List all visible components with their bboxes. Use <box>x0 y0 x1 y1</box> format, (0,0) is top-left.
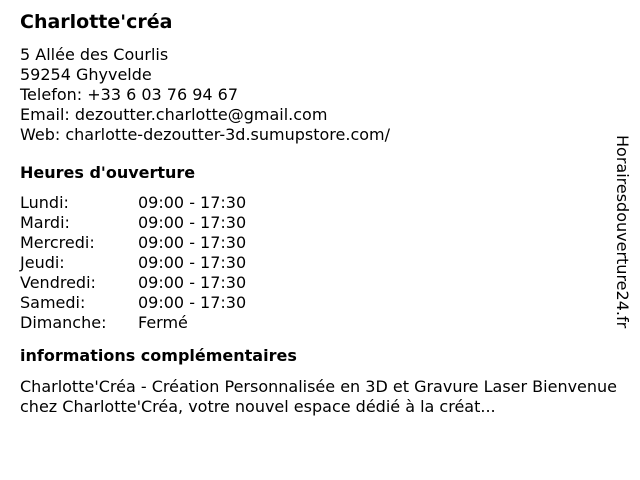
hours-time: 09:00 - 17:30 <box>138 253 247 272</box>
hours-row <box>20 253 610 273</box>
phone-line: Telefon: +33 6 03 76 94 67 <box>20 85 239 104</box>
hours-time: 09:00 - 17:30 <box>138 293 247 312</box>
hours-row <box>20 233 610 253</box>
hours-row <box>20 193 610 213</box>
hours-row <box>20 273 610 293</box>
hours-day: Mercredi: <box>20 233 95 252</box>
hours-time: 09:00 - 17:30 <box>138 233 247 252</box>
additional-info-text: Charlotte'Créa - Création Personnalisée en 3D et Gravure Laser Bienvenue chez Charlotte'Créa, votre nouvel espace dédié à la créat... <box>20 377 618 416</box>
hours-row <box>20 213 610 233</box>
web-line: Web: charlotte-dezoutter-3d.sumupstore.com/ <box>20 125 391 144</box>
address-line-1: 5 Allée des Courlis <box>20 45 169 64</box>
hours-day: Vendredi: <box>20 273 96 292</box>
hours-time: 09:00 - 17:30 <box>138 213 247 232</box>
hours-day: Jeudi: <box>20 253 65 272</box>
hours-time: 09:00 - 17:30 <box>138 193 247 212</box>
business-card <box>20 10 618 417</box>
business-name: Charlotte'créa <box>20 11 173 33</box>
hours-day: Samedi: <box>20 293 86 312</box>
hours-row <box>20 293 610 313</box>
hours-day: Mardi: <box>20 213 70 232</box>
address-line-2: 59254 Ghyvelde <box>20 65 152 84</box>
watermark: Horairesdouverture24.fr <box>613 135 632 329</box>
additional-info-title: informations complémentaires <box>20 346 297 365</box>
hours-time: 09:00 - 17:30 <box>138 273 247 292</box>
hours-time: Fermé <box>138 313 188 332</box>
hours-day: Dimanche: <box>20 313 107 332</box>
hours-day: Lundi: <box>20 193 69 212</box>
hours-row <box>20 313 610 333</box>
opening-hours-title: Heures d'ouverture <box>20 163 196 182</box>
email-line: Email: dezoutter.charlotte@gmail.com <box>20 105 328 124</box>
opening-hours-list <box>20 193 610 333</box>
